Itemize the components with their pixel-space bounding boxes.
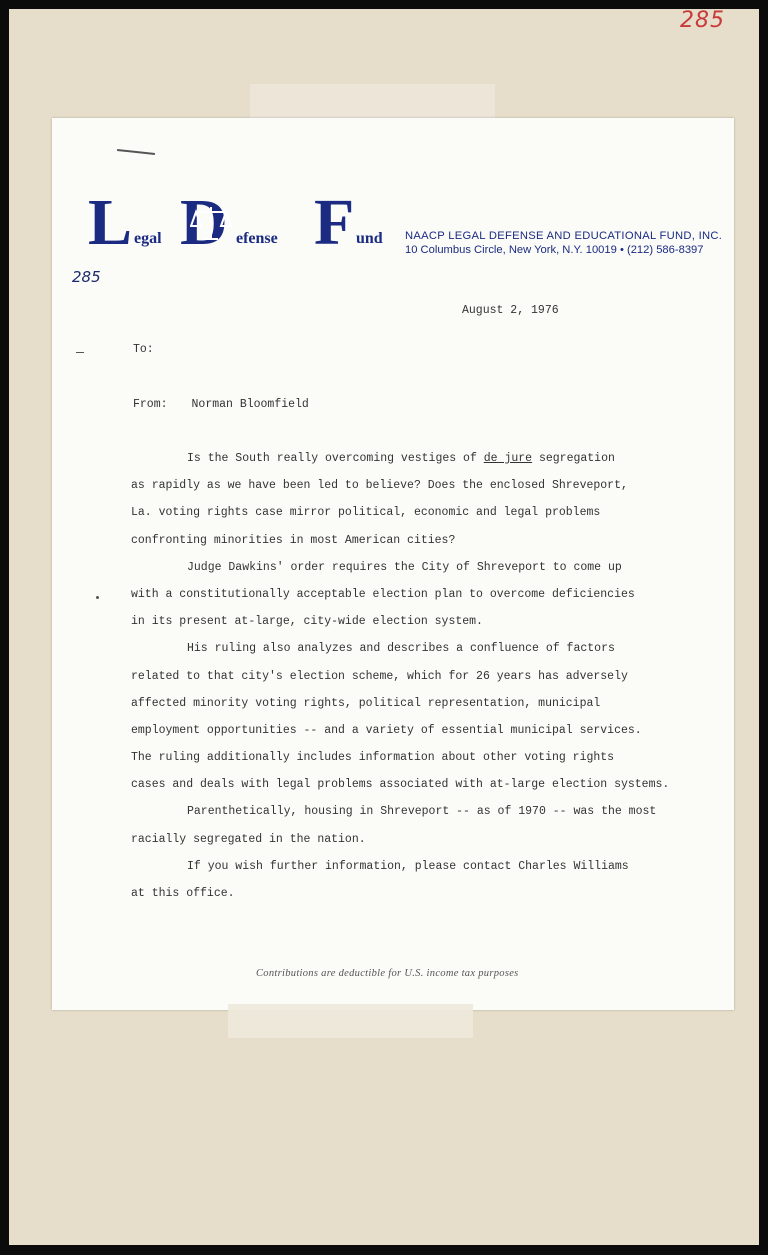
pencil-mark [76, 352, 84, 353]
from-name: Norman Bloomfield [191, 398, 309, 411]
body-line: related to that city's election scheme, which for 26 years has adversely [131, 669, 628, 683]
logo-word-egal: egal [134, 230, 162, 247]
letter-date: August 2, 1976 [462, 304, 559, 317]
body-line: La. voting rights case mirror political, economic and legal problems [131, 506, 601, 520]
logo-letter-f: F [314, 186, 355, 259]
scales-of-justice-icon [190, 204, 232, 244]
tape-strip [250, 84, 495, 120]
org-info [405, 229, 722, 257]
body-line: cases and deals with legal problems associated with at-large election systems. [131, 778, 670, 792]
logo-letter-l: L [88, 186, 133, 259]
logo-word-efense: efense [236, 230, 278, 247]
body-line: Judge Dawkins' order requires the City of Shreveport to come up [187, 560, 622, 574]
from-label: From: [133, 398, 168, 411]
logo-word-und: und [356, 230, 383, 247]
tape-strip-bottom [228, 1004, 473, 1038]
ldf-logo [88, 186, 388, 259]
logo-letter-d: D [180, 186, 228, 259]
handwritten-number: 285 [72, 268, 101, 286]
body-line: If you wish further information, please contact Charles Williams [187, 859, 629, 873]
body-line: Is the South really overcoming vestiges of de jure segregation [187, 452, 615, 465]
body-line: His ruling also analyzes and describes a confluence of factors [187, 642, 615, 656]
body-line: in its present at-large, city-wide election system. [131, 615, 483, 629]
pencil-mark [96, 596, 99, 599]
body-line: as rapidly as we have been led to believe? Does the enclosed Shreveport, [131, 479, 628, 493]
footer-note: Contributions are deductible for U.S. income tax purposes [256, 968, 519, 979]
to-label: To: [133, 343, 154, 356]
body-line: affected minority voting rights, political representation, municipal [131, 696, 601, 710]
body-line: confronting minorities in most American cities? [131, 533, 456, 547]
body-line: Parenthetically, housing in Shreveport -- as of 1970 -- was the most [187, 805, 657, 819]
org-address: 10 Columbus Circle, New York, N.Y. 10019 • (212) 586-8397 [405, 244, 704, 256]
body-line: employment opportunities -- and a variety of essential municipal services. [131, 723, 642, 737]
body-line: The ruling additionally includes information about other voting rights [131, 751, 615, 765]
body-line: at this office. [131, 887, 235, 900]
emphasis-de-jure: de jure [483, 452, 533, 465]
body-line: racially segregated in the nation. [131, 832, 366, 846]
letter-body [131, 452, 691, 914]
body-line: with a constitutionally acceptable election plan to overcome deficiencies [131, 587, 635, 601]
org-name: NAACP LEGAL DEFENSE AND EDUCATIONAL FUND, INC. [405, 230, 723, 242]
archive-number: 285 [680, 8, 725, 33]
from-line [133, 398, 309, 411]
